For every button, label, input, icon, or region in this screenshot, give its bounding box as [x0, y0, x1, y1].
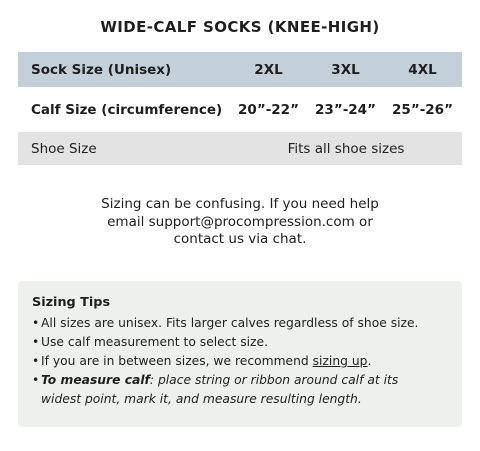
tip-text-measure-calf [41, 371, 448, 409]
sock-size-row [18, 52, 462, 87]
sock-size-label: Sock Size (Unisex) [31, 61, 172, 78]
bullet-icon: • [32, 373, 40, 387]
bullet-icon: • [32, 316, 40, 330]
size-2xl: 2XL [254, 61, 283, 78]
tip-item [32, 352, 448, 371]
tip-item [32, 371, 448, 409]
calf-size-4xl: 25”-26” [392, 101, 453, 118]
tip-text-unisex: All sizes are unisex. Fits larger calves regardless of shoe size. [41, 316, 419, 330]
sizing-tips-panel [18, 281, 462, 427]
shoe-size-value: Fits all shoe sizes [287, 140, 405, 157]
between-prefix: If you are in between sizes, we recommend [41, 354, 313, 368]
between-suffix: . [367, 354, 372, 368]
sizing-up-link[interactable]: sizing up [312, 354, 368, 368]
measure-line-1: : place string or ribbon around calf at its [149, 373, 399, 387]
measure-calf-label: To measure calf [41, 373, 150, 387]
tip-text-between-sizes [41, 352, 448, 371]
tip-text-calf-measurement: Use calf measurement to select size. [41, 335, 268, 349]
shoe-size-row [18, 132, 462, 165]
calf-size-2xl: 20”-22” [238, 101, 299, 118]
measure-line-2: widest point, mark it, and measure resulting length. [41, 392, 362, 406]
shoe-size-label: Shoe Size [31, 140, 97, 157]
bullet-icon: • [32, 335, 40, 349]
tip-item [32, 314, 448, 333]
size-3xl: 3XL [331, 61, 360, 78]
page-title: WIDE-CALF SOCKS (KNEE-HIGH) [100, 18, 380, 36]
help-message [0, 196, 480, 249]
calf-size-row [18, 87, 462, 132]
calf-size-3xl: 23”-24” [315, 101, 376, 118]
help-line-3: contact us via chat. [173, 231, 307, 247]
bullet-icon: • [32, 354, 40, 368]
calf-size-label: Calf Size (circumference) [31, 101, 223, 118]
help-line-2: email support@procompression.com or [107, 213, 373, 230]
size-4xl: 4XL [408, 61, 437, 78]
help-line-1: Sizing can be confusing. If you need help [101, 196, 379, 212]
size-chart-table [18, 52, 462, 165]
tip-item [32, 333, 448, 352]
sizing-tips-title: Sizing Tips [32, 295, 111, 310]
